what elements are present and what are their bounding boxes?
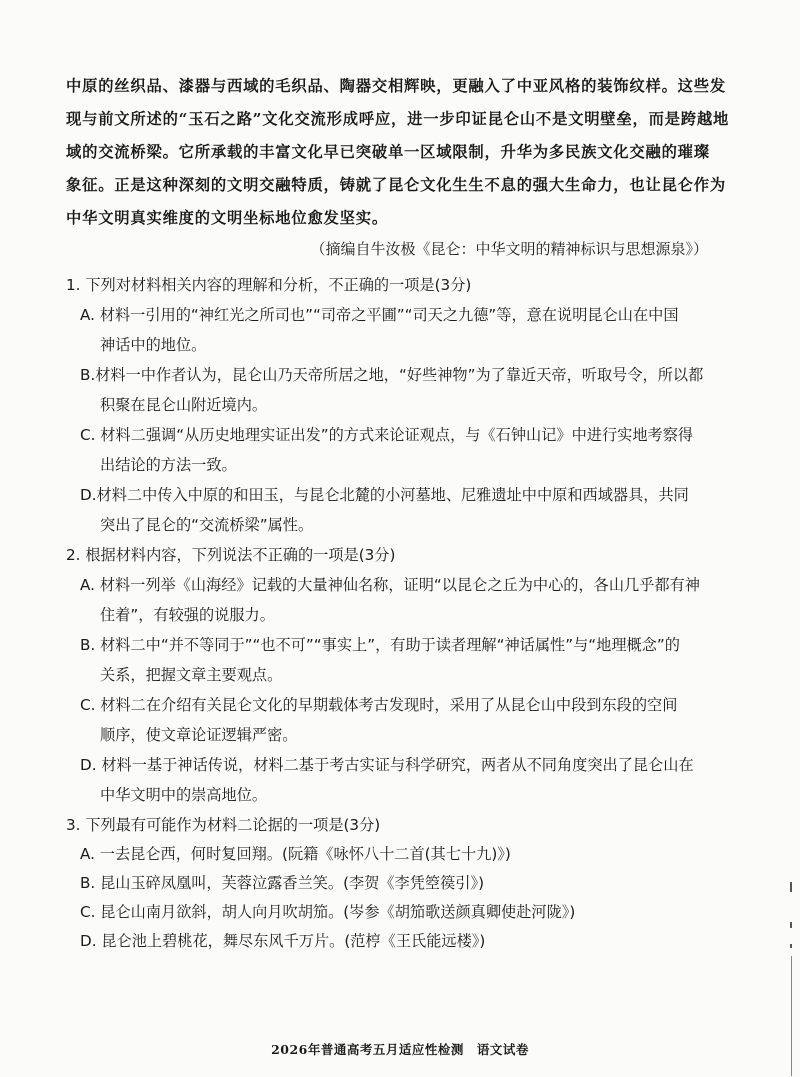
option-b <box>80 360 726 420</box>
option-text: B. 昆山玉碎凤凰叫，芙蓉泣露香兰笑。(李贺《李凭箜篌引》) <box>80 874 485 892</box>
option-text: 顺序，使文章论证逻辑严密。 <box>100 726 298 744</box>
option-text: C. 材料二强调“从历史地理实证出发”的方式来论证观点，与《石钟山记》中进行实地考察得 <box>80 426 694 444</box>
option-d <box>80 750 726 810</box>
page-footer: 2026年普通高考五月适应性检测 语文试卷 <box>271 1042 529 1057</box>
question-1 <box>66 270 726 540</box>
option-a <box>80 300 726 360</box>
option-text: 关系，把握文章主要观点。 <box>100 666 283 684</box>
option-text: A. 材料一引用的“神红光之所司也”“司帝之平圃”“司天之九德”等，意在说明昆仑山在中国 <box>80 306 679 324</box>
option-d <box>80 927 726 956</box>
question-stem: 2. 根据材料内容，下列说法不正确的一项是(3分) <box>66 546 396 564</box>
option-a <box>80 570 726 630</box>
option-text: D. 昆仑池上碧桃花，舞尽东风千万片。(范梈《王氏能远楼》) <box>80 932 486 950</box>
option-a <box>80 840 726 869</box>
option-text: A. 一去昆仑西，何时复回翔。(阮籍《咏怀八十二首(其七十九)》) <box>80 845 511 863</box>
reading-passage <box>66 70 730 235</box>
option-text: D.材料二中传入中原的和田玉，与昆仑北麓的小河墓地、尼雅遗址中中原和西域器具，共同 <box>80 486 689 504</box>
option-text: 中华文明中的崇高地位。 <box>100 786 268 804</box>
option-text: C. 材料二在介绍有关昆仑文化的早期载体考古发现时，采用了从昆仑山中段到东段的空间 <box>80 696 678 714</box>
option-text: B. 材料二中“并不等同于”“也不可”“事实上”，有助于读者理解“神话属性”与“地理概念”的 <box>80 636 680 654</box>
option-b <box>80 869 726 898</box>
scan-edge-marks <box>784 880 798 1070</box>
option-text: 神话中的地位。 <box>100 336 207 354</box>
question-2 <box>66 540 726 810</box>
passage-line: 现与前文所述的“玉石之路”文化交流形成呼应，进一步印证昆仑山不是文明壁垒，而是跨越地 <box>66 110 730 128</box>
passage-line: 象征。正是这种深刻的文明交融特质，铸就了昆仑文化生生不息的强大生命力，也让昆仑作为 <box>66 176 726 194</box>
option-text: D. 材料一基于神话传说，材料二基于考古实证与科学研究，两者从不同角度突出了昆仑山在 <box>80 756 694 774</box>
option-b <box>80 630 726 690</box>
option-text: B.材料一中作者认为，昆仑山乃天帝所居之地，“好些神物”为了靠近天帝，听取号令，所以都 <box>80 366 704 384</box>
option-text: A. 材料一列举《山海经》记载的大量神仙名称，证明“以昆仑之丘为中心的，各山几乎都有神 <box>80 576 700 594</box>
question-stem: 3. 下列最有可能作为材料二论据的一项是(3分) <box>66 816 381 834</box>
question-3 <box>66 810 726 956</box>
option-text: 积聚在昆仑山附近境内。 <box>100 396 268 414</box>
passage-line: 域的交流桥梁。它所承载的丰富文化早已突破单一区域限制，升华为多民族文化交融的璀璨 <box>66 143 710 161</box>
passage-source: （摘编自牛汝极《昆仑：中华文明的精神标识与思想源泉》） <box>310 240 708 258</box>
question-stem: 1. 下列对材料相关内容的理解和分析，不正确的一项是(3分) <box>66 276 472 294</box>
option-d <box>80 480 726 540</box>
option-c <box>80 898 726 927</box>
option-text: 出结论的方法一致。 <box>100 456 237 474</box>
option-text: C. 昆仑山南月欲斜，胡人向月吹胡笳。(岑参《胡笳歌送颜真卿使赴河陇》) <box>80 903 576 921</box>
passage-line: 中华文明真实维度的文明坐标地位愈发坚实。 <box>66 209 388 227</box>
question-list <box>66 270 726 956</box>
option-text: 突出了昆仑的“交流桥梁”属性。 <box>100 516 314 534</box>
option-c <box>80 690 726 750</box>
option-c <box>80 420 726 480</box>
option-text: 住着”，有较强的说服力。 <box>100 606 275 624</box>
passage-line: 中原的丝织品、漆器与西域的毛织品、陶器交相辉映，更融入了中亚风格的装饰纹样。这些发 <box>66 77 726 95</box>
